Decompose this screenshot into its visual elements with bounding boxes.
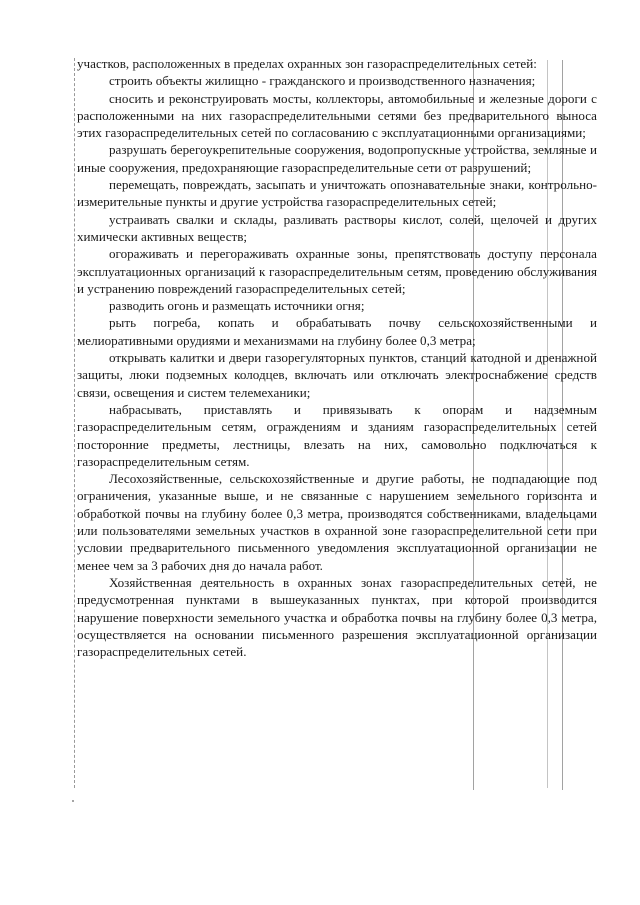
paragraph: Хозяйственная деятельность в охранных зонах газораспределительных сетей, не предусмотренная пунктами в вышеуказанных пунктах, при которой производится нарушение поверхности земельного участка и обработка почвы на глубину более 0,3 метра, осуществляется на основании письменного разрешения эксплуатационной организации газораспределительных сетей. [77, 574, 597, 660]
paragraph: Лесохозяйственные, сельскохозяйственные и другие работы, не подпадающие под ограничения, указанные выше, и не связанные с нарушением земельного горизонта и обработкой почвы на глубину более 0,3 метра, производятся собственниками, владельцами или пользователями земельных участков в охранной зоне газораспределительной сети при условии предварительного письменного уведомления эксплуатационной организации не менее чем за 3 рабочих дня до начала работ. [77, 471, 597, 573]
paragraph: огораживать и перегораживать охранные зоны, препятствовать доступу персонала эксплуатационных организаций к газораспределительным сетям, проведению обслуживания и устранению повреждений газораспределительных сетей; [77, 246, 597, 296]
document-body [77, 55, 597, 660]
paragraph: сносить и реконструировать мосты, коллекторы, автомобильные и железные дороги с расположенными на них газораспределительными сетями без предварительного выноса этих газораспределительных сетей по согласованию с эксплуатационными организациями; [77, 90, 597, 141]
paragraph: строить объекты жилищно - гражданского и производственного назначения; [109, 73, 536, 89]
paragraph: участков, расположенных в пределах охранных зон газораспределительных сетей: [77, 56, 537, 71]
paragraph: перемещать, повреждать, засыпать и уничтожать опознавательные знаки, контрольно-измерительные пункты и другие устройства газораспределительных сетей; [77, 177, 597, 210]
paragraph: разводить огонь и размещать источники огня; [109, 298, 365, 314]
paragraph: набрасывать, приставлять и привязывать к опорам и надземным газораспределительным сетям, ограждениям и зданиям газораспределительных сетей посторонние предметы, лестницы, влезать на них, самовольно подключаться к газораспределительным сетям. [77, 401, 597, 469]
scan-left-margin-line [74, 58, 75, 788]
scan-speck [72, 800, 74, 802]
paragraph: рыть погреба, копать и обрабатывать почву сельскохозяйственными и мелиоративными орудиями и механизмами на глубину более 0,3 метра; [77, 315, 597, 348]
paragraph: открывать калитки и двери газорегуляторных пунктов, станций катодной и дренажной защиты, люки подземных колодцев, включать или отключать электроснабжение средств связи, освещения и систем телемеханики; [77, 350, 597, 400]
paragraph: устраивать свалки и склады, разливать растворы кислот, солей, щелочей и других химически активных веществ; [77, 211, 597, 244]
paragraph: разрушать берегоукрепительные сооружения, водопропускные устройства, земляные и иные сооружения, предохраняющие газораспределительные сети от разрушений; [77, 142, 597, 175]
